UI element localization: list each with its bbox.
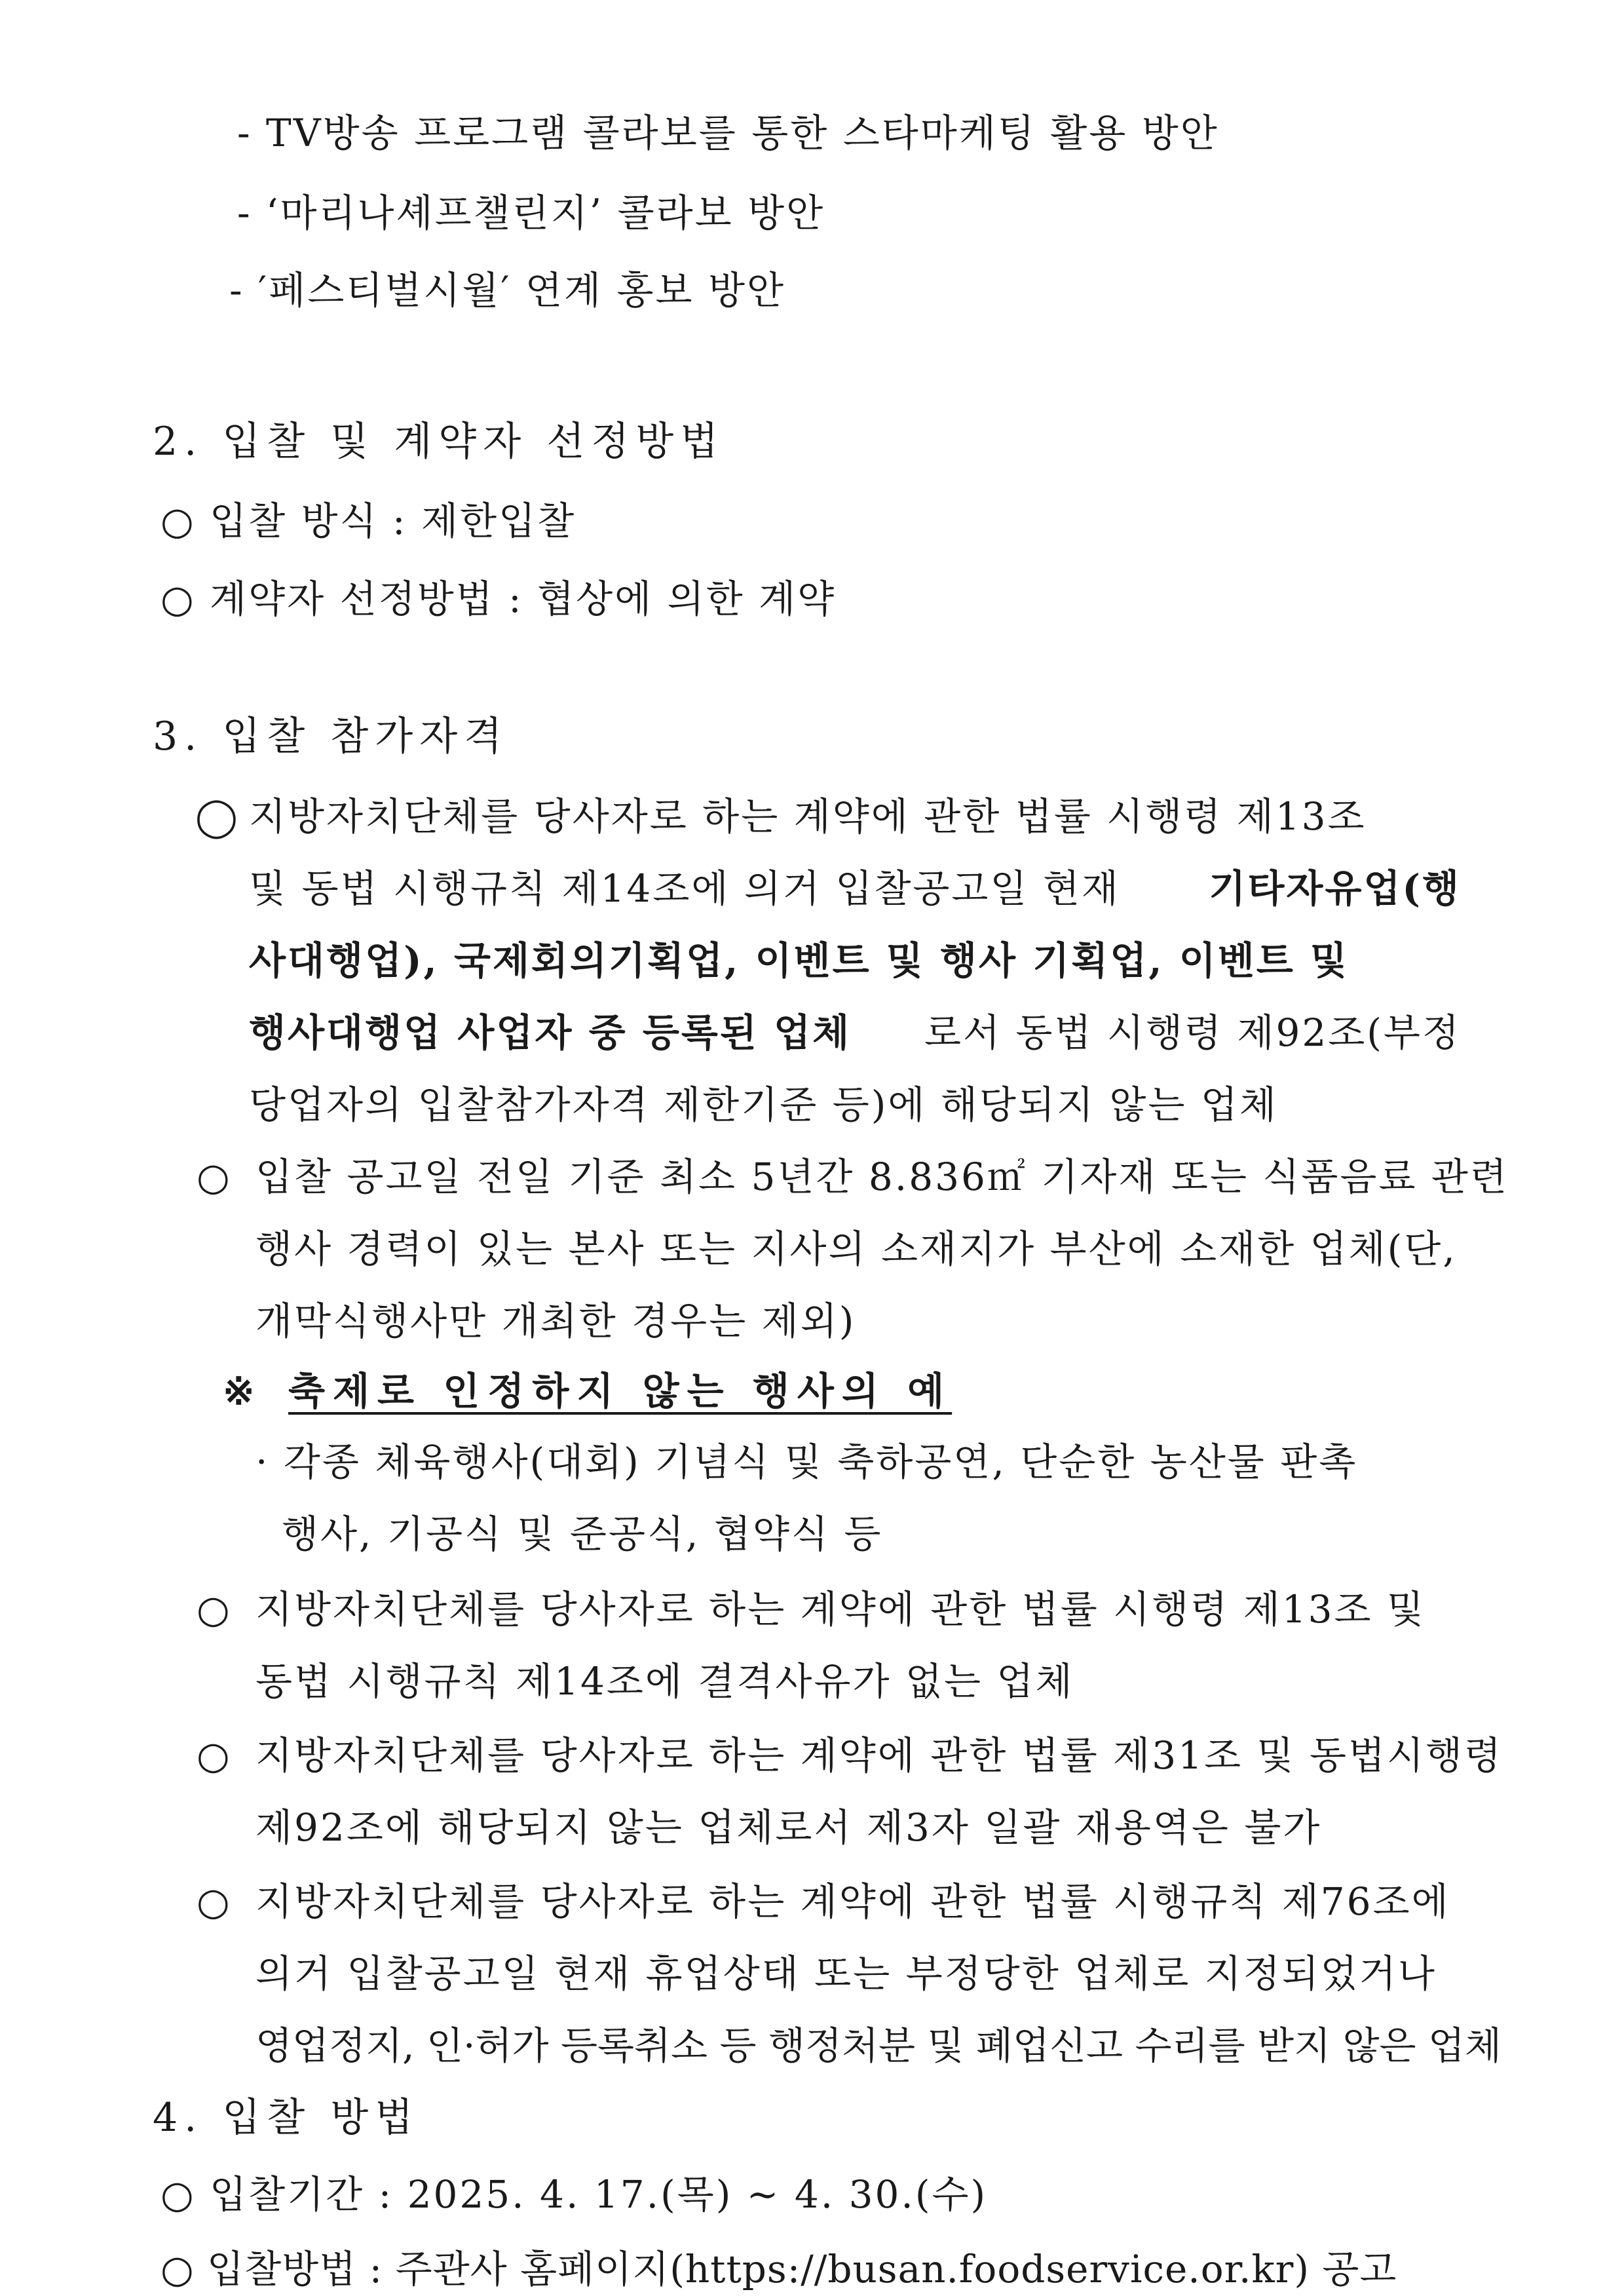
p4-bullet: ○	[197, 1733, 232, 1778]
p1-line-1	[249, 793, 1461, 840]
note-title: 축제로 인정하지 않는 행사의 예	[288, 1369, 953, 1413]
p1-bullet: ◯	[195, 794, 240, 839]
section-4-item-2: ○ 입찰방법 : 주관사 홈페이지(https://busan.foodservice.or.kr) 공고	[161, 2247, 1397, 2291]
p1-line-5: 당업자의 입찰참가자격 제한기준 등)에 해당되지 않는 업체	[249, 1082, 1278, 1127]
p1-line-2	[249, 865, 1461, 912]
section-4-item-1: ○ 입찰기간 : 2025. 4. 17.(목) ~ 4. 30.(수)	[161, 2172, 988, 2217]
section-4-heading: 4. 입찰 방법	[153, 2095, 420, 2141]
dash-item-2: - ‘마리나셰프챌린지’ 콜라보 방안	[237, 191, 825, 235]
p5-line-1: 지방자치단체를 당사자로 하는 계약에 관한 법률 시행규칙 제76조에	[255, 1879, 1450, 1924]
section-3-heading: 3. 입찰 참가자격	[153, 714, 509, 759]
p1-line-2-text: 및 동법 시행규칙 제14조에 의거 입찰공고일 현재	[249, 866, 1120, 911]
p2-line-1: 입찰 공고일 전일 기준 최소 5년간 8.836㎡ 기자재 또는 식품음료 관련	[255, 1155, 1509, 1199]
p1-line-3: 사대행업), 국제회의기획업, 이벤트 및 행사 기획업, 이벤트 및	[249, 938, 1350, 983]
p5-line-3: 영업정지, 인·허가 등록취소 등 행정처분 및 폐업신고 수리를 받지 않은 업체	[255, 2023, 1502, 2068]
p4-line-1: 지방자치단체를 당사자로 하는 계약에 관한 법률 제31조 및 동법시행령	[255, 1733, 1503, 1778]
p2-line-3: 개막식행사만 개최한 경우는 제외)	[255, 1299, 856, 1343]
note-line-1: · 각종 체육행사(대회) 기념식 및 축하공연, 단순한 농산물 판촉	[255, 1440, 1358, 1484]
p1-line-4-bold: 행사대행업 사업자 중 등록된 업체	[249, 1010, 852, 1055]
p5-line-2: 의거 입찰공고일 현재 휴업상태 또는 부정당한 업체로 지정되었거나	[255, 1951, 1437, 1996]
p1-line-4-text: 로서 동법 시행령 제92조(부정	[924, 1010, 1461, 1055]
note-mark: ※	[223, 1369, 257, 1413]
p2-line-2: 행사 경력이 있는 본사 또는 지사의 소재지가 부산에 소재한 업체(단,	[255, 1227, 1457, 1271]
p5-bullet: ○	[197, 1879, 232, 1924]
dash-item-3: - ′페스티벌시월′ 연계 홍보 방안	[229, 268, 786, 313]
section-2-item-2: ○ 계약자 선정방법 : 협상에 의한 계약	[161, 577, 837, 621]
dash-item-1: - TV방송 프로그램 콜라보를 통한 스타마케팅 활용 방안	[237, 111, 1219, 155]
p3-line-1: 지방자치단체를 당사자로 하는 계약에 관한 법률 시행령 제13조 및	[255, 1587, 1426, 1632]
p1-line-2-bold: 기타자유업(행	[1209, 866, 1461, 911]
section-2-heading: 2. 입찰 및 계약자 선정방법	[153, 419, 725, 465]
p1-line-1-text: 지방자치단체를 당사자로 하는 계약에 관한 법률 시행령 제13조	[249, 794, 1367, 839]
p4-line-2: 제92조에 해당되지 않는 업체로서 제3자 일괄 재용역은 불가	[255, 1805, 1322, 1850]
p3-line-2: 동법 시행규칙 제14조에 결격사유가 없는 업체	[255, 1659, 1074, 1704]
p1-line-4	[249, 1009, 1461, 1056]
p2-bullet: ○	[197, 1155, 232, 1199]
p3-bullet: ○	[197, 1587, 232, 1632]
note-line-2: 행사, 기공식 및 준공식, 협약식 등	[282, 1512, 883, 1556]
section-2-item-1: ○ 입찰 방식 : 제한입찰	[161, 499, 576, 543]
